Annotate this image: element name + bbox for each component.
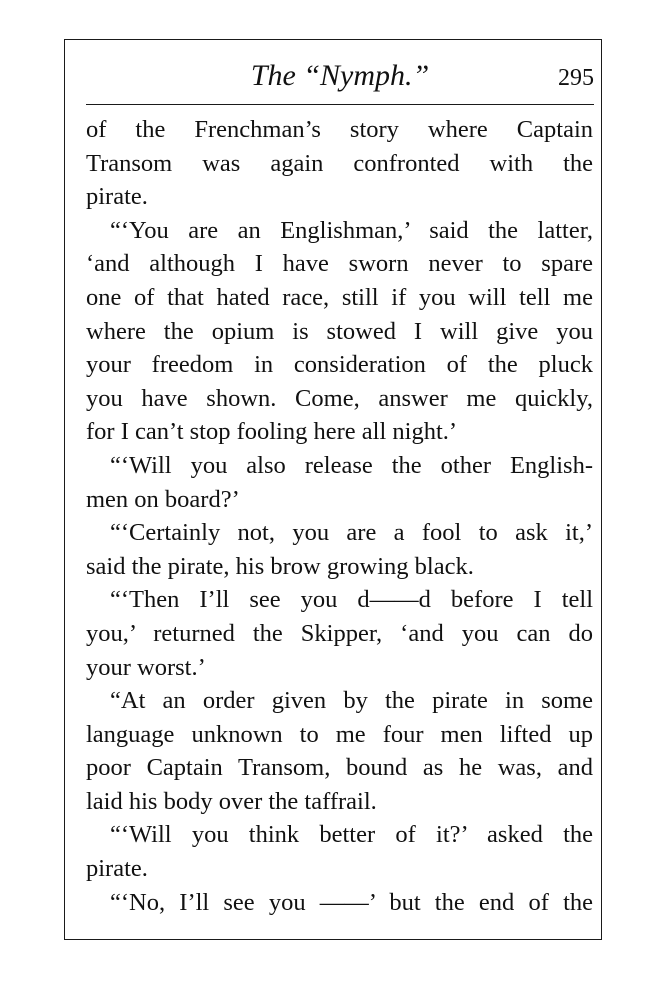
text-line: pirate. — [86, 855, 148, 883]
text-line: ‘and although I have sworn never to spare — [86, 250, 593, 278]
text-line: you,’ returned the Skipper, ‘and you can do — [86, 619, 593, 647]
text-line: “‘You are an Englishman,’ said the latter, — [110, 216, 593, 244]
text-line: “‘Will you also release the other English- — [110, 451, 593, 479]
text-line: your worst.’ — [86, 653, 206, 681]
text-line: one of that hated race, still if you will tell me — [86, 283, 593, 311]
text-line: said the pirate, his brow growing black. — [86, 552, 474, 580]
text-line: for I can’t stop fooling here all night.’ — [86, 418, 458, 446]
text-line: men on board?’ — [86, 485, 240, 513]
text-line: “‘No, I’ll see you ——’ but the end of the — [110, 888, 593, 916]
text-line: “‘Certainly not, you are a fool to ask it,’ — [110, 519, 593, 547]
body-text — [86, 113, 593, 919]
text-line: “‘Then I’ll see you d——d before I tell — [110, 586, 593, 614]
running-title: The “Nymph.” — [250, 59, 430, 92]
text-line: where the opium is stowed I will give you — [86, 317, 593, 345]
text-line: poor Captain Transom, bound as he was, and — [86, 754, 593, 782]
text-line: “At an order given by the pirate in some — [110, 687, 593, 715]
page-header — [86, 56, 594, 102]
text-line: Transom was again confronted with the — [86, 149, 593, 177]
page-number: 295 — [558, 65, 594, 91]
text-line: you have shown. Come, answer me quickly, — [86, 384, 593, 412]
text-line: language unknown to me four men lifted up — [86, 720, 593, 748]
text-line: laid his body over the taffrail. — [86, 787, 377, 815]
text-line: “‘Will you think better of it?’ asked the — [110, 821, 593, 849]
text-line: of the Frenchman’s story where Captain — [86, 116, 593, 143]
text-line: your freedom in consideration of the pluck — [86, 351, 593, 379]
text-line: pirate. — [86, 183, 148, 211]
header-rule — [86, 104, 594, 105]
